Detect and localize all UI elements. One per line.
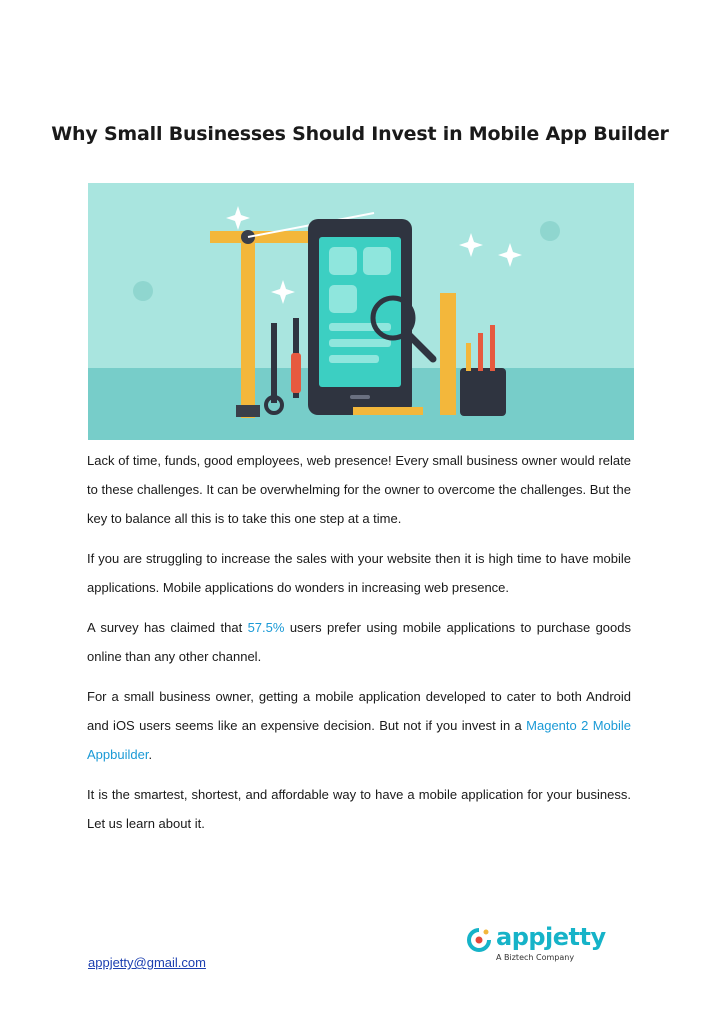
paragraph-4-text: For a small business owner, getting a mobile application developed to cater to both Android and iOS users seems like an expensive decision. But not if you invest in a	[87, 689, 631, 733]
logo-tagline: A Biztech Company	[496, 953, 575, 962]
page-title: Why Small Businesses Should Invest in Mobile App Builder	[51, 123, 669, 145]
footer-email-link[interactable]: appjetty@gmail.com	[88, 955, 206, 970]
appbuilder-link[interactable]: Magento 2 Mobile Appbuilder	[87, 718, 632, 762]
appjetty-logo-icon	[466, 927, 492, 953]
paragraph-3-text-end: users prefer using mobile applications to purchase goods online than any other channel.	[87, 620, 631, 664]
paragraph-1: Lack of time, funds, good employees, web presence! Every small business owner would relate to these challenges. It can be overwhelming for the owner to overcome the challenges. But the key to balance all this is to take this one step at a time.	[87, 453, 631, 526]
paragraph-3-text: A survey has claimed that	[87, 620, 248, 635]
paragraph-5: It is the smartest, shortest, and affordable way to have a mobile application for your business. Let us learn about it.	[87, 787, 631, 831]
appjetty-logo	[466, 923, 606, 967]
paragraph-3	[87, 613, 631, 671]
article-body	[87, 446, 631, 849]
paragraph-4-text-end: .	[148, 747, 153, 762]
paragraph-4	[87, 682, 631, 769]
paragraph-2: If you are struggling to increase the sales with your website then it is high time to have mobile applications. Mobile applications do wonders in increasing web presence.	[87, 551, 631, 595]
survey-stat-link[interactable]: 57.5%	[247, 620, 285, 635]
logo-wordmark: appjetty	[496, 923, 606, 951]
hero-illustration	[88, 183, 634, 440]
gear-icon	[540, 221, 560, 241]
gear-icon	[133, 281, 153, 301]
